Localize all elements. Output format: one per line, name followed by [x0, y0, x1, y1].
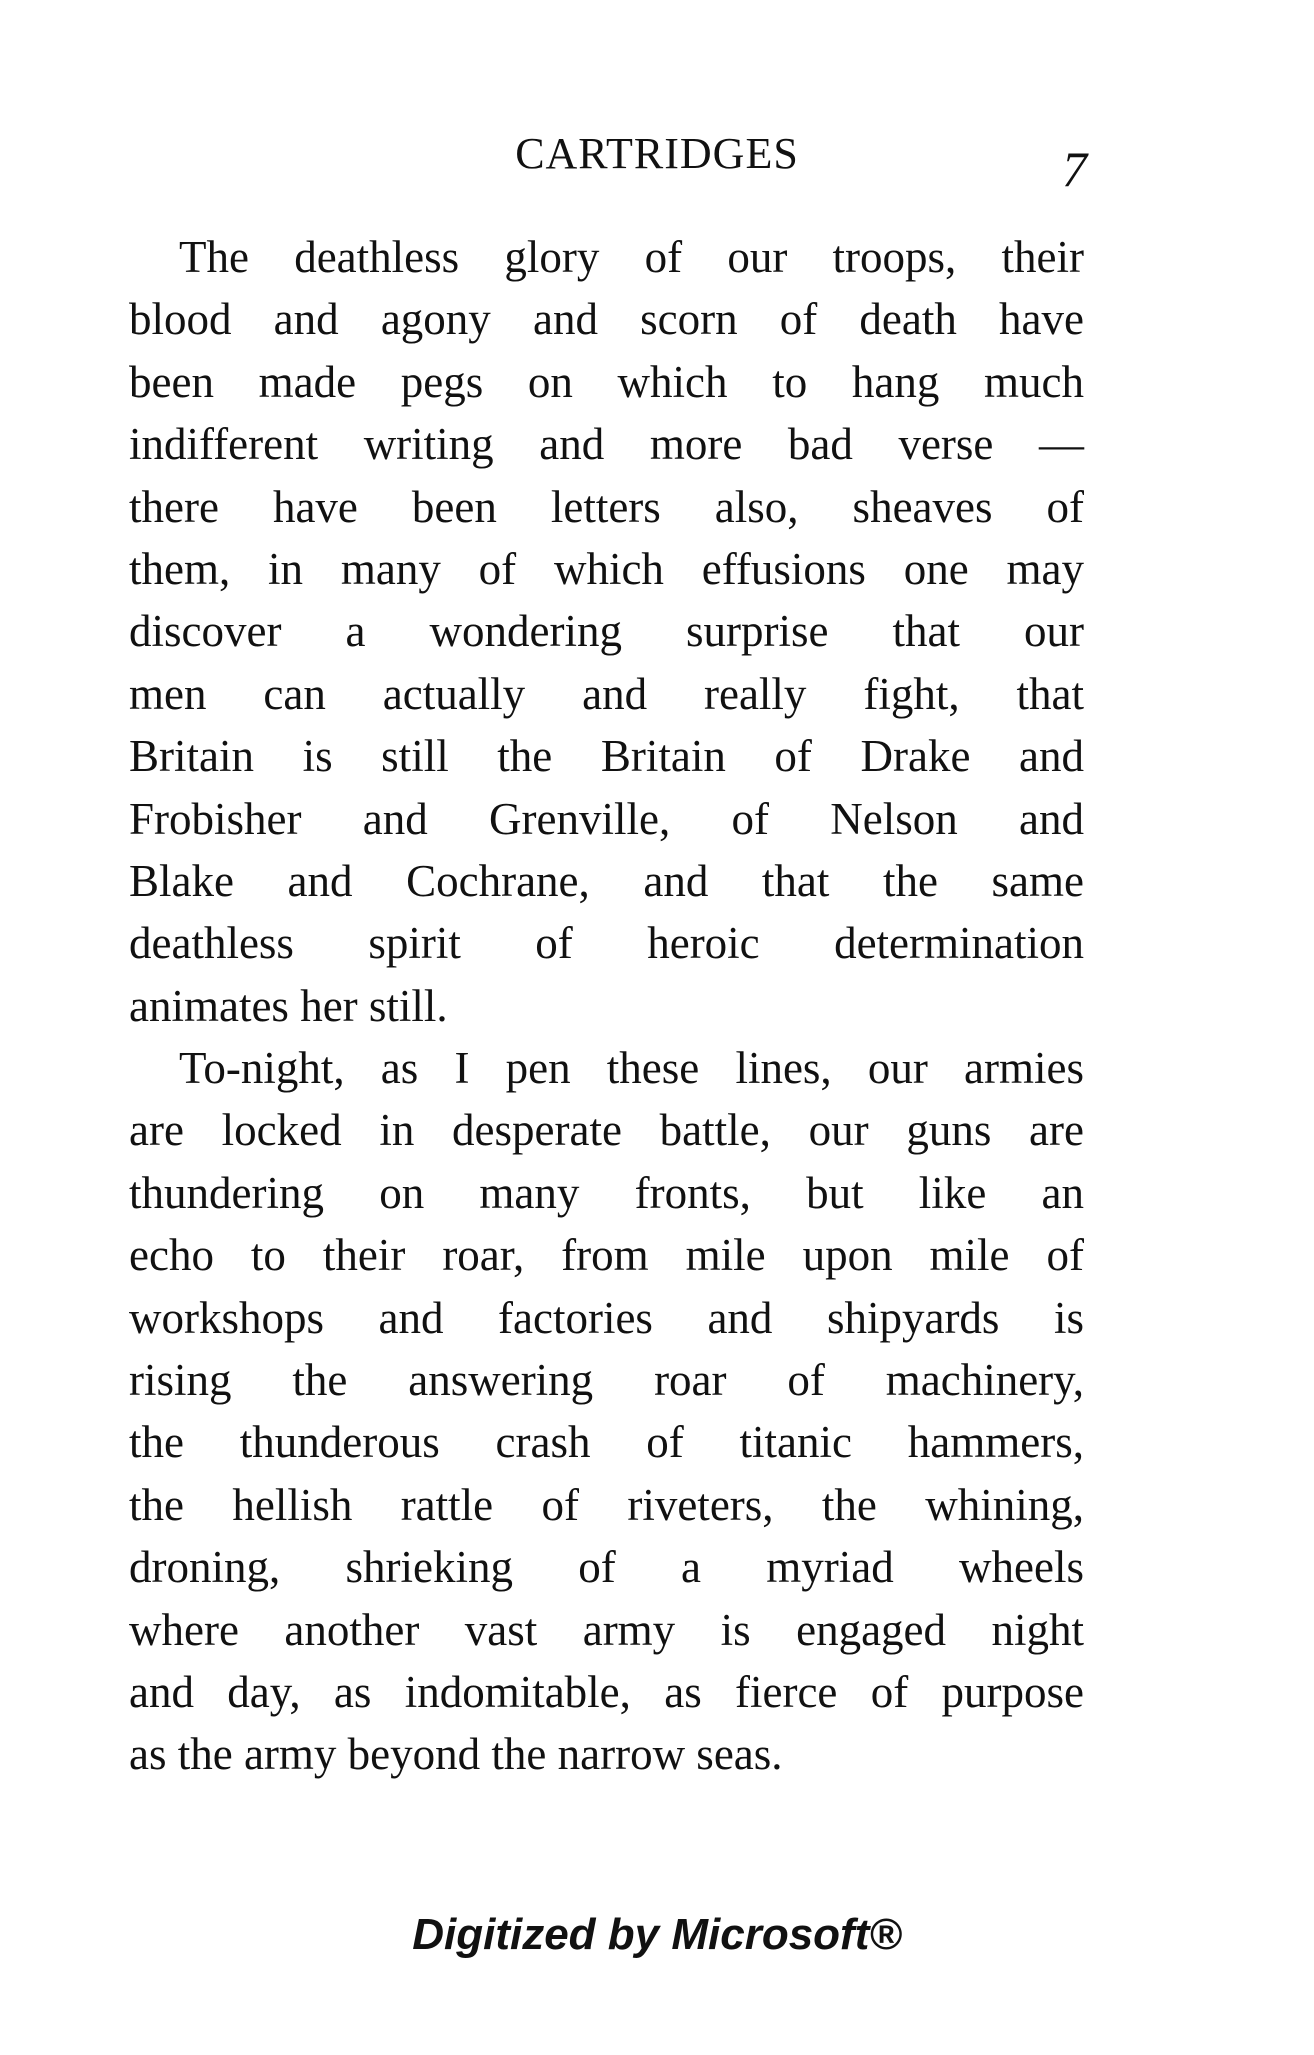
text-line: echo to their roar, from mile upon mile of [129, 1230, 1084, 1281]
text-line: Blake and Cochrane, and that the same [129, 855, 1084, 906]
paragraph [129, 226, 1084, 1037]
text-line: workshops and factories and shipyards is [129, 1292, 1084, 1343]
text-line: deathless spirit of heroic determination [129, 918, 1084, 969]
paragraph [129, 1037, 1084, 1786]
running-title: CARTRIDGES [515, 129, 799, 178]
text-line: the thunderous crash of titanic hammers, [129, 1417, 1084, 1468]
text-line: men can actually and really fight, that [129, 668, 1084, 719]
text-line: as the army beyond the narrow seas. [129, 1729, 783, 1780]
text-line: the hellish rattle of riveters, the whining, [129, 1479, 1084, 1530]
text-line: discover a wondering surprise that our [129, 606, 1084, 657]
text-line: animates her still. [129, 980, 448, 1031]
page-number: 7 [1062, 141, 1087, 197]
text-line: rising the answering roar of machinery, [129, 1355, 1084, 1406]
text-line: there have been letters also, sheaves of [129, 481, 1084, 532]
text-line: been made pegs on which to hang much [129, 356, 1084, 407]
text-line: To-night, as I pen these lines, our armies [179, 1043, 1084, 1094]
digitization-watermark: Digitized by Microsoft® [412, 1910, 902, 1959]
text-line: Britain is still the Britain of Drake and [129, 731, 1084, 782]
text-line: blood and agony and scorn of death have [129, 294, 1084, 345]
text-line: Frobisher and Grenville, of Nelson and [129, 793, 1084, 844]
text-line: and day, as indomitable, as fierce of purpose [129, 1666, 1084, 1717]
text-line: where another vast army is engaged night [129, 1604, 1084, 1655]
text-line: The deathless glory of our troops, their [179, 232, 1084, 282]
text-line: them, in many of which effusions one may [129, 543, 1084, 594]
text-line: thundering on many fronts, but like an [129, 1167, 1084, 1218]
text-line: droning, shrieking of a myriad wheels [129, 1542, 1084, 1593]
body-text [129, 226, 1084, 1786]
text-line: indifferent writing and more bad verse — [129, 419, 1084, 470]
text-line: are locked in desperate battle, our guns are [129, 1105, 1084, 1156]
